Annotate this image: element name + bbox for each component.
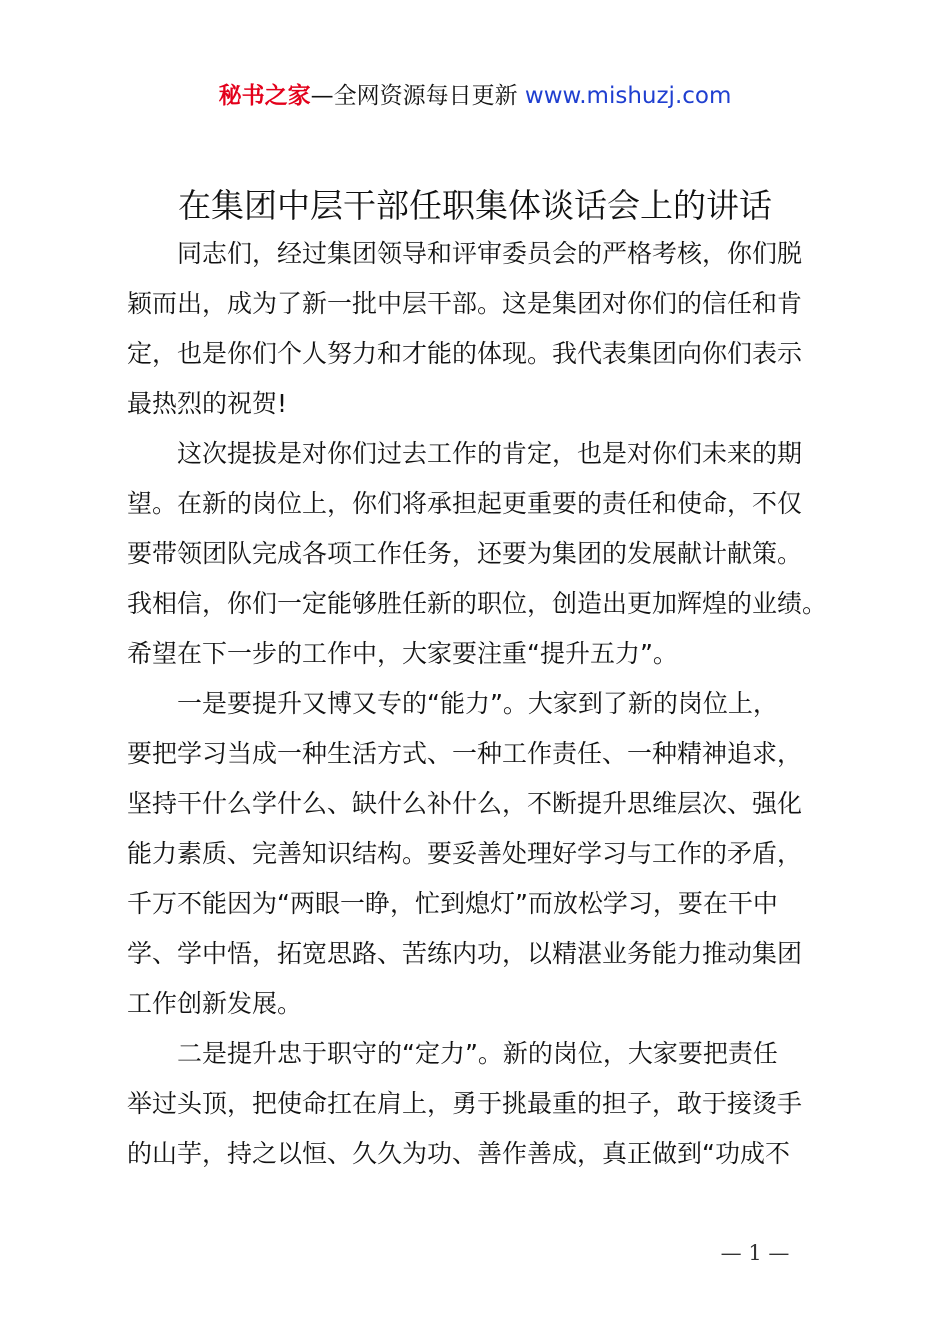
body-line: 举过头顶，把使命扛在肩上，勇于挑最重的担子，敢于接烫手: [127, 1089, 803, 1118]
body-line: 一是要提升又博又专的“能力”。大家到了新的岗位上，: [177, 689, 778, 718]
body-line: 工作创新发展。: [127, 989, 303, 1018]
site-header: [0, 80, 950, 112]
body-line: 坚持干什么学什么、缺什么补什么，不断提升思维层次、强化: [127, 789, 803, 818]
body-line: 同志们，经过集团领导和评审委员会的严格考核，你们脱: [177, 239, 803, 268]
body-line: 二是提升忠于职守的“定力”。新的岗位，大家要把责任: [177, 1039, 778, 1068]
body-line: 希望在下一步的工作中，大家要注重“提升五力”。: [127, 639, 678, 668]
body-line: 能力素质、完善知识结构。要妥善处理好学习与工作的矛盾，: [127, 839, 803, 868]
body-line: 定，也是你们个人努力和才能的体现。我代表集团向你们表示: [127, 339, 803, 368]
site-brand: 秘书之家: [218, 83, 311, 109]
body-line: 要把学习当成一种生活方式、一种工作责任、一种精神追求，: [127, 739, 803, 768]
page-number: — 1 —: [720, 1241, 790, 1265]
body-line: 要带领团队完成各项工作任务，还要为集团的发展献计献策。: [127, 539, 803, 568]
body-line: 颖而出，成为了新一批中层干部。这是集团对你们的信任和肯: [127, 289, 803, 318]
body-line: 学、学中悟，拓宽思路、苦练内功，以精湛业务能力推动集团: [127, 939, 803, 968]
document-title: 在集团中层干部任职集体谈话会上的讲话: [178, 186, 772, 225]
body-line: 的山芋，持之以恒、久久为功、善作善成，真正做到“功成不: [127, 1139, 790, 1168]
body-line: 我相信，你们一定能够胜任新的职位，创造出更加辉煌的业绩。: [127, 589, 828, 618]
body-line: 这次提拔是对你们过去工作的肯定，也是对你们未来的期: [177, 439, 803, 468]
body-line: 千万不能因为“两眼一睁，忙到熄灯”而放松学习，要在干中: [127, 889, 778, 918]
site-url-link[interactable]: www.mishuzj.com: [524, 83, 732, 109]
body-line: 望。在新的岗位上，你们将承担起更重要的责任和使命，不仅: [127, 489, 803, 518]
site-slogan: —全网资源每日更新: [310, 83, 518, 109]
body-line: 最热烈的祝贺!: [127, 389, 288, 418]
